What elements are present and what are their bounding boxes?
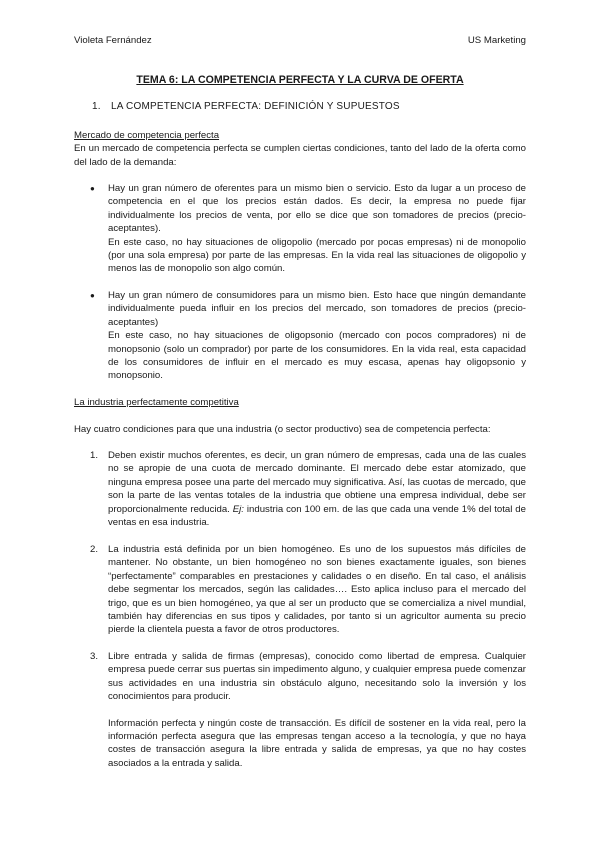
bullet-dot-icon: ●: [90, 291, 95, 300]
list-item: [90, 650, 526, 770]
list-item: [90, 449, 526, 529]
item-body: Deben existir muchos oferentes, es decir, un gran número de empresas, cada una de las cuales no se apropie de una cuota de mercado dominante. El mercado debe estar atomizado, que ninguna empresa posee una parte del mercado muy significativa. Así, las cuotas de mercado, que son la parte de las ventas totales de la industria que obtiene una empresa individual, debe ser proporcionalmente reducida.: [108, 450, 526, 515]
item-text: La industria está definida por un bien homogéneo. Es uno de los supuestos más difíciles de mantener. No obstante, un bien homogéneo no son bienes exactamente iguales, son bienes “perfectamente” comparables en prestaciones y calidades o en diseño. En tal caso, el análisis debe segmentar los mercados, según las calidades…. Esto aplica incluso para el mercado del trigo, que es un bien homogéneo, ya que al ser un producto que se comercializa a nivel mundial, también hay diferencias en sus tipos y calidades, por tanto si un agricultor aumenta su precio pierde la clientela puesta a favor de otros productores.: [108, 544, 526, 636]
bullet-text: Hay un gran número de consumidores para un mismo bien. Esto hace que ningún demandante individualmente pueda influir en los precios del mercado, son tomadores de precios (precio-aceptantes): [108, 290, 526, 328]
example-label: Ej:: [232, 503, 244, 515]
item-text: Libre entrada y salida de firmas (empresas), conocido como libertad de empresa. Cualquier empresa puede cerrar sus puertas sin impedimento alguno, y cualquier empresa puede comenzar sus actividades en una industria sin obstáculo alguno, necesitando solo la inversión y los conocimientos para producir.: [108, 651, 526, 703]
bullet-item: [90, 182, 526, 276]
mercado-heading: Mercado de competencia perfecta: [74, 130, 220, 141]
header-course: US Marketing: [467, 35, 526, 46]
item-text: [108, 449, 526, 529]
example-text: industria con 100 em. de las que cada una vende 1% del total de ventas en esa industria.: [108, 503, 526, 529]
industria-heading: La industria perfectamente competitiva: [74, 397, 239, 408]
list-item: [90, 543, 526, 637]
mercado-section: [74, 129, 526, 169]
industria-intro-block: [74, 423, 526, 436]
industria-heading-block: [74, 396, 526, 409]
document-title: TEMA 6: LA COMPETENCIA PERFECTA Y LA CURVA DE OFERTA: [136, 74, 464, 86]
industria-intro: Hay cuatro condiciones para que una industria (o sector productivo) sea de competencia perfecta:: [74, 424, 491, 435]
bullet-text-continued: En este caso, no hay situaciones de oligopolio (mercado por pocas empresas) ni de monopolio (por una sola empresa) por parte de las empresas. En la vida real las situaciones de oligopolio y menos las de monopolio son algo común.: [108, 236, 526, 275]
header-author: Violeta Fernández: [74, 35, 152, 46]
bullet-dot-icon: ●: [90, 184, 95, 193]
bullet-item: [90, 289, 526, 383]
item-number: 1.: [90, 450, 99, 461]
section-number: 1.: [92, 101, 101, 112]
item-number: 2.: [90, 544, 99, 555]
item-number: 3.: [90, 651, 99, 662]
bullet-text: Hay un gran número de oferentes para un mismo bien o servicio. Esto da lugar a un proceso de competencia en el que los precios están dados. Es decir, la empresa no puede fijar individualmente los precios de venta, por ello se dice que son tomadores de precios (precio-aceptantes).: [108, 183, 526, 235]
section-heading: [92, 100, 400, 113]
section-label: LA COMPETENCIA PERFECTA: DEFINICIÓN Y SUPUESTOS: [110, 101, 400, 112]
bullet-text-continued: En este caso, no hay situaciones de oligopsonio (mercado con pocos compradores) ni de monopsonio (solo un comprador) por parte de los consumidores. En la vida real, esta capacidad de los consumidores de influir en el mercado es muy escasa, apenas hay oligopsonio y monopsonio.: [108, 330, 526, 382]
mercado-intro: En un mercado de competencia perfecta se cumplen ciertas condiciones, tanto del lado de la oferta como del lado de la demanda:: [74, 143, 526, 168]
item-text-extra: Información perfecta y ningún coste de transacción. Es difícil de sostener en la vida real, pero la información perfecta asegura que las empresas tengan acceso a la tecnología, y que no haya costes de transacción asegura la libre entrada y salida de empresas, ya que no hay costes asociados a la entrada y salida.: [108, 717, 526, 769]
